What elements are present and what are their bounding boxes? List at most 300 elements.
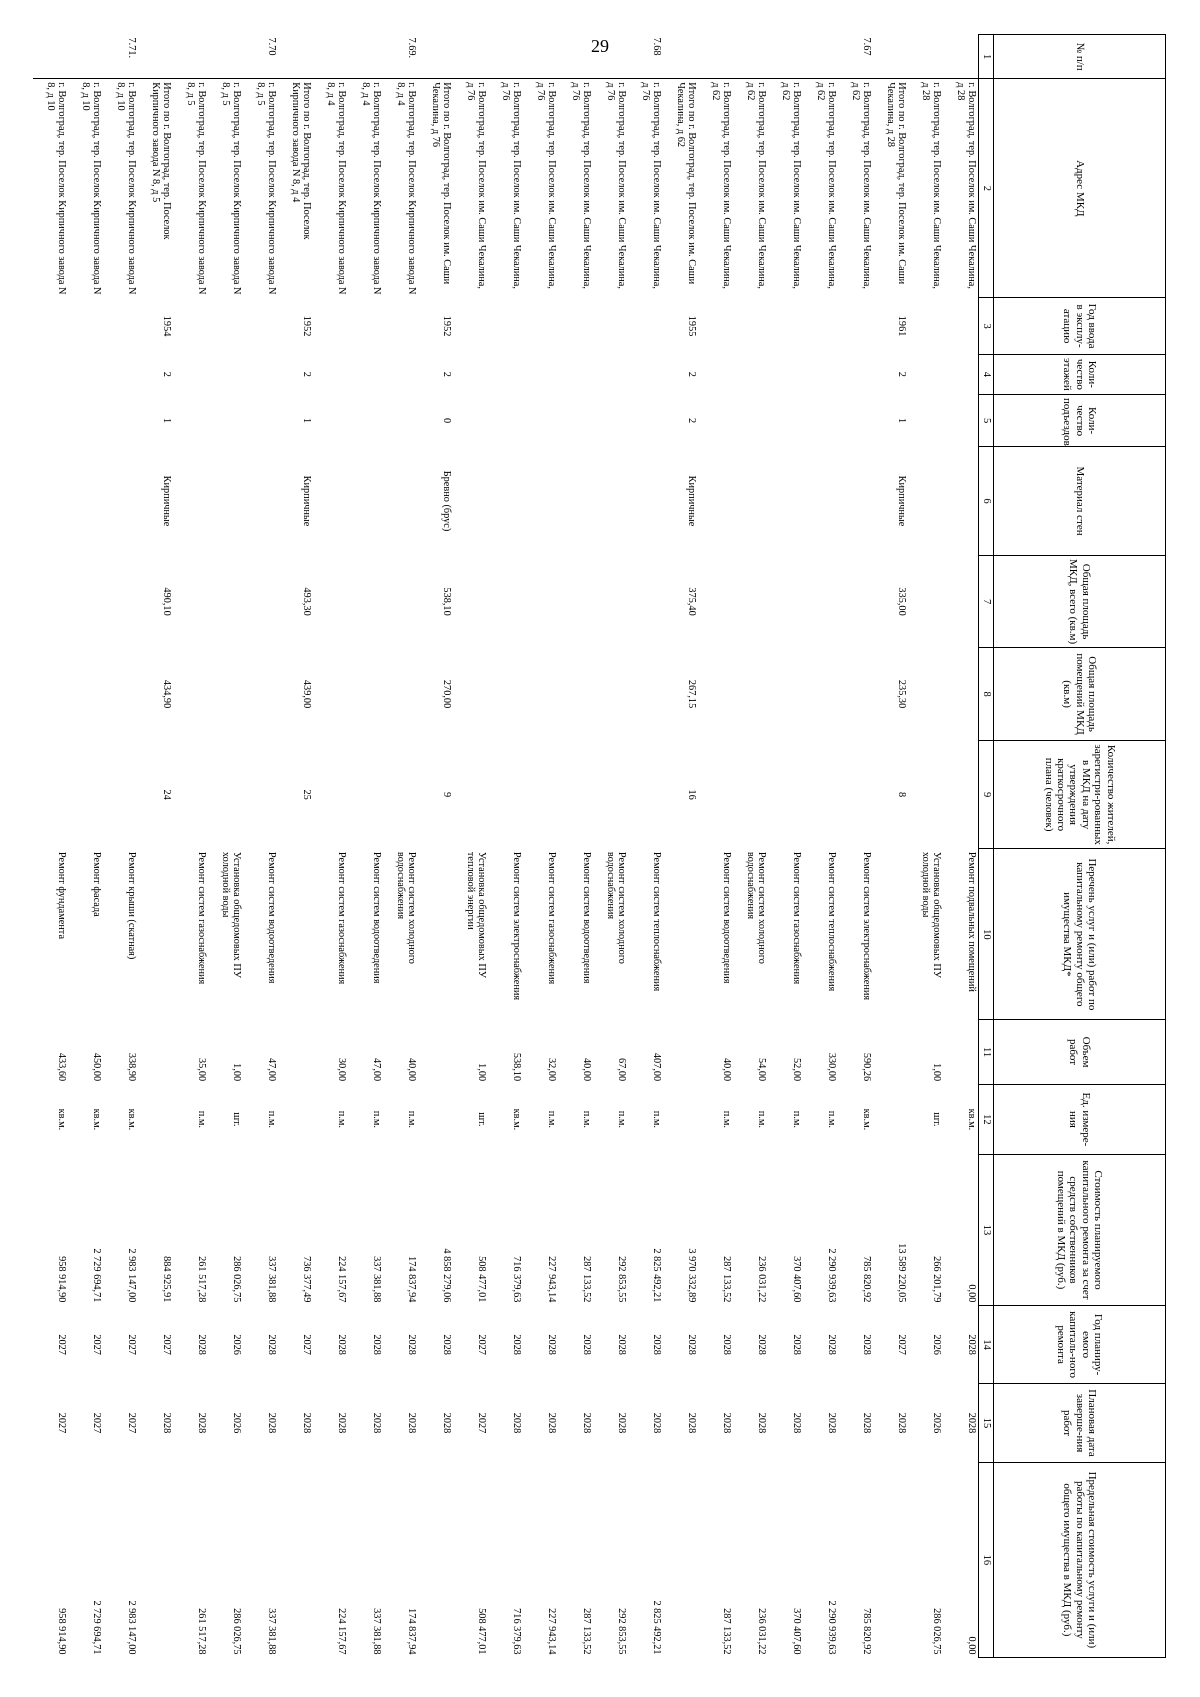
table-cell <box>523 447 558 556</box>
table-cell: 2028 <box>196 1412 208 1434</box>
table-cell: шт. <box>931 1112 943 1127</box>
table-cell <box>33 648 68 741</box>
table-cell: 4 858 279,06 <box>441 1248 453 1303</box>
table-cell <box>383 394 418 446</box>
table-cell: 2028 <box>791 1334 803 1355</box>
table-cell: г. Волгоград, тер. Поселок Кирпичного завода N 8, д 4 <box>383 79 418 298</box>
table-cell <box>243 648 278 741</box>
table-cell: Ремонт фундамента <box>56 851 68 940</box>
table-row <box>733 35 768 1658</box>
table-cell: кв.м. <box>91 1108 103 1131</box>
table-cell: Ремонт систем электроснабжения <box>861 851 873 1001</box>
table-cell: 338,90 <box>126 1052 138 1082</box>
table-cell <box>803 298 838 354</box>
table-cell <box>593 298 628 354</box>
table-cell <box>453 354 488 394</box>
table-cell <box>278 849 313 1020</box>
table-cell <box>838 740 873 849</box>
table-cell <box>803 648 838 741</box>
table-cell: г. Волгоград, тер. Поселок Кирпичного завода N 8, д 5 <box>243 79 278 298</box>
table-cell: шт. <box>476 1112 488 1127</box>
table-cell: 2028 <box>546 1412 558 1434</box>
table-cell <box>348 648 383 741</box>
table-cell: 2 825 492,21 <box>651 1248 663 1303</box>
table-cell: 736 377,49 <box>301 1256 313 1303</box>
table-cell: 335,00 <box>896 587 908 616</box>
table-row <box>278 35 313 1658</box>
table-cell: 2028 <box>826 1334 838 1355</box>
table-cell: 2028 <box>441 1334 453 1355</box>
table-cell <box>838 394 873 446</box>
table-cell <box>418 1020 453 1084</box>
table-cell: 227 943,14 <box>546 1256 558 1303</box>
column-header: Общая площадь помещений МКД (кв.м) <box>994 648 1166 741</box>
table-cell <box>173 555 208 648</box>
table-cell <box>908 740 943 849</box>
table-cell <box>418 1084 453 1154</box>
table-row <box>103 35 138 1658</box>
table-cell <box>943 298 979 354</box>
table-cell <box>523 298 558 354</box>
table-cell <box>698 35 733 79</box>
table-row <box>208 35 243 1658</box>
table-cell <box>383 555 418 648</box>
table-cell <box>208 648 243 741</box>
header-row <box>994 35 1166 1658</box>
table-cell: п.м. <box>266 1110 278 1128</box>
table-cell: шт. <box>231 1112 243 1127</box>
column-number: 7 <box>979 555 994 648</box>
table-cell: 1 <box>301 418 313 424</box>
table-cell <box>103 298 138 354</box>
table-cell: 716 379,63 <box>511 1608 523 1655</box>
column-number: 8 <box>979 648 994 741</box>
table-cell: г. Волгоград, тер. Поселок им. Саши Чекалина, д 62 <box>733 79 768 298</box>
table-cell: 2 <box>896 371 908 377</box>
table-cell <box>558 298 593 354</box>
table-cell: Ремонт систем электроснабжения <box>511 851 523 1001</box>
table-cell <box>453 740 488 849</box>
table-cell <box>243 394 278 446</box>
table-cell <box>698 648 733 741</box>
table-cell: 2028 <box>301 1412 313 1434</box>
table-cell: 375,40 <box>686 587 698 616</box>
table-cell: 54,00 <box>756 1058 768 1082</box>
table-cell <box>628 648 663 741</box>
table-cell <box>173 394 208 446</box>
table-cell: Кирпичные <box>301 475 313 527</box>
table-cell <box>803 354 838 394</box>
table-cell: кв.м. <box>511 1108 523 1131</box>
table-cell: 1,00 <box>476 1063 488 1082</box>
table-cell <box>523 555 558 648</box>
table-cell <box>733 298 768 354</box>
table-cell: 2027 <box>126 1334 138 1355</box>
table-cell <box>208 354 243 394</box>
table-cell <box>593 447 628 556</box>
table-cell: 40,00 <box>721 1058 733 1082</box>
table-cell: п.м. <box>616 1110 628 1128</box>
table-cell: г. Волгоград, тер. Поселок Кирпичного завода N 8, д 5 <box>173 79 208 298</box>
table-cell: 24 <box>161 789 173 800</box>
table-cell: 590,26 <box>861 1052 873 1082</box>
table-cell: кв.м. <box>861 1108 873 1131</box>
table-cell: 174 837,94 <box>406 1256 418 1303</box>
table-cell <box>838 447 873 556</box>
table-cell <box>558 35 593 79</box>
column-header: № п/п <box>994 35 1166 79</box>
table-cell <box>768 35 803 79</box>
table-cell <box>208 298 243 354</box>
table-cell: Бревно (брус) <box>441 470 453 532</box>
table-cell: 538,10 <box>511 1052 523 1082</box>
table-cell: 1961 <box>896 315 908 337</box>
table-cell <box>943 740 979 849</box>
table-cell <box>908 298 943 354</box>
table-cell: 2 825 492,21 <box>651 1600 663 1655</box>
table-cell <box>838 555 873 648</box>
table-cell: 2 <box>441 371 453 377</box>
table-cell <box>558 740 593 849</box>
column-number: 2 <box>979 79 994 298</box>
table-cell: 287 133,52 <box>581 1256 593 1303</box>
table-cell <box>873 1084 908 1154</box>
table-cell <box>348 555 383 648</box>
table-cell <box>313 394 348 446</box>
rotated-table-wrapper <box>46 34 1166 1658</box>
table-cell: г. Волгоград, тер. Поселок Кирпичного завода N 8, д 10 <box>103 79 138 298</box>
table-cell: 32,00 <box>546 1058 558 1082</box>
table-cell: 508 477,01 <box>476 1608 488 1655</box>
column-number: 11 <box>979 1020 994 1084</box>
table-cell <box>418 35 453 79</box>
table-cell <box>453 555 488 648</box>
table-cell: г. Волгоград, тер. Поселок Кирпичного завода N 8, д 4 <box>348 79 383 298</box>
table-cell: 13 589 220,05 <box>896 1243 908 1303</box>
table-row <box>838 35 873 1658</box>
page-number: 29 <box>591 36 609 56</box>
table-cell <box>558 447 593 556</box>
table-cell: кв.м. <box>966 1108 978 1131</box>
table-cell <box>768 648 803 741</box>
table-row <box>803 35 838 1658</box>
table-cell <box>278 1084 313 1154</box>
column-header: Общая площадь МКД, всего (кв.м) <box>994 555 1166 648</box>
table-cell: 434,90 <box>161 679 173 709</box>
table-cell: 1 <box>161 418 173 424</box>
table-cell: 2027 <box>161 1334 173 1355</box>
table-cell: 236 031,22 <box>756 1608 768 1655</box>
table-cell <box>383 740 418 849</box>
table-cell: 2028 <box>721 1334 733 1355</box>
table-cell: кв.м. <box>56 1108 68 1131</box>
table-cell <box>523 394 558 446</box>
table-cell: 266 201,79 <box>931 1256 943 1303</box>
table-cell: 439,00 <box>301 679 313 709</box>
table-cell: Установка общедомовых ПУ тепловой энергии <box>464 851 488 979</box>
table-cell: г. Волгоград, тер. Поселок Кирпичного завода N 8, д 10 <box>33 79 68 298</box>
column-header: Стоимость планируемого капитального ремонта за счет средств собственников помещений в МКД (руб.) <box>994 1155 1166 1306</box>
table-cell <box>523 740 558 849</box>
table-cell: Ремонт систем газоснабжения <box>196 851 208 985</box>
table-cell: 2028 <box>511 1412 523 1434</box>
table-cell <box>628 354 663 394</box>
table-cell <box>663 1084 698 1154</box>
table-cell <box>348 354 383 394</box>
table-cell: 785 820,92 <box>861 1256 873 1303</box>
table-cell <box>593 394 628 446</box>
table-cell: 2026 <box>231 1412 243 1434</box>
table-cell: Ремонт систем теплоснабжения <box>651 851 663 992</box>
table-cell: 2028 <box>826 1412 838 1434</box>
table-cell: 2027 <box>56 1412 68 1434</box>
table-cell: Кирпичные <box>686 475 698 527</box>
column-number: 3 <box>979 298 994 354</box>
table-cell <box>803 35 838 79</box>
table-cell <box>208 394 243 446</box>
table-cell <box>208 35 243 79</box>
table-cell <box>523 354 558 394</box>
table-cell: г. Волгоград, тер. Поселок Кирпичного завода N 8, д 5 <box>208 79 243 298</box>
table-cell: 958 914,90 <box>56 1608 68 1655</box>
table-cell <box>873 1020 908 1084</box>
table-cell: г. Волгоград, тер. Поселок им. Саши Чекалина, д 76 <box>488 79 523 298</box>
table-cell: Ремонт систем холодного водоснабжения <box>744 851 768 964</box>
table-cell <box>593 740 628 849</box>
column-header: Перечень услуг и (или) работ по капитальному ремонту общего имущества МКД* <box>994 849 1166 1020</box>
table-cell: 286 026,75 <box>231 1608 243 1655</box>
table-cell <box>768 298 803 354</box>
table-cell <box>698 555 733 648</box>
table-cell <box>663 1020 698 1084</box>
table-cell <box>768 555 803 648</box>
table-cell <box>173 35 208 79</box>
table-cell: г. Волгоград, тер. Поселок им. Саши Чекалина, д 62 <box>768 79 803 298</box>
table-cell: г. Волгоград, тер. Поселок им. Саши Чекалина, д 76 <box>523 79 558 298</box>
table-cell: 2026 <box>231 1334 243 1355</box>
table-row <box>68 35 103 1658</box>
table-cell <box>418 849 453 1020</box>
table-cell: 0,00 <box>966 1284 978 1303</box>
table-cell: 7.69. <box>406 37 418 59</box>
table-cell <box>873 849 908 1020</box>
table-cell: 2028 <box>266 1412 278 1434</box>
table-cell <box>803 447 838 556</box>
table-row <box>488 35 523 1658</box>
table-cell: п.м. <box>721 1110 733 1128</box>
table-cell <box>208 555 243 648</box>
table-cell <box>103 648 138 741</box>
table-cell: 2028 <box>966 1334 978 1355</box>
table-cell <box>68 740 103 849</box>
table-cell <box>488 354 523 394</box>
column-header: Ед. измере-ния <box>994 1084 1166 1154</box>
table-cell: 433,60 <box>56 1052 68 1082</box>
table-cell: 2028 <box>406 1412 418 1434</box>
column-header: Адрес МКД <box>994 79 1166 298</box>
table-cell: 2028 <box>651 1334 663 1355</box>
column-header: Коли-чество этажей <box>994 354 1166 394</box>
table-cell: 2028 <box>336 1334 348 1355</box>
table-cell <box>173 354 208 394</box>
table-cell: 2028 <box>861 1334 873 1355</box>
table-cell: Кирпичные <box>161 475 173 527</box>
table-cell <box>68 555 103 648</box>
table-cell <box>453 648 488 741</box>
table-cell <box>908 447 943 556</box>
table-cell <box>68 35 103 79</box>
table-cell: 2028 <box>966 1412 978 1434</box>
table-cell <box>523 648 558 741</box>
table-cell <box>383 298 418 354</box>
table-cell: 47,00 <box>371 1058 383 1082</box>
table-cell: 224 157,67 <box>336 1608 348 1655</box>
table-cell: 884 925,91 <box>161 1256 173 1303</box>
table-cell <box>243 447 278 556</box>
table-cell <box>943 354 979 394</box>
table-cell: п.м. <box>371 1110 383 1128</box>
table-cell <box>33 298 68 354</box>
table-cell: 2028 <box>441 1412 453 1434</box>
table-cell <box>838 354 873 394</box>
table-cell <box>663 35 698 79</box>
table-cell: 9 <box>441 792 453 798</box>
table-cell: Ремонт систем холодного водоснабжения <box>394 851 418 964</box>
table-cell: Итого по г. Волгоград, тер. Поселок Кирпичного завода N 8, д 5 <box>138 79 173 298</box>
table-cell: Ремонт подвальных помещений <box>966 851 978 992</box>
table-cell: г. Волгоград, тер. Поселок им. Саши Чекалина, д 28 <box>908 79 943 298</box>
table-cell <box>628 447 663 556</box>
table-cell <box>33 354 68 394</box>
table-cell: 2028 <box>861 1412 873 1434</box>
table-cell: п.м. <box>196 1110 208 1128</box>
table-cell: Ремонт систем водоотведения <box>721 851 733 984</box>
table-cell: 1 <box>896 418 908 424</box>
column-number: 13 <box>979 1155 994 1306</box>
table-cell <box>278 35 313 79</box>
table-cell <box>68 394 103 446</box>
table-header <box>979 35 1166 1658</box>
table-cell <box>558 394 593 446</box>
table-body <box>33 35 979 1658</box>
table-cell: 407,00 <box>651 1052 663 1082</box>
table-cell: г. Волгоград, тер. Поселок им. Саши Чекалина, д 28 <box>943 79 979 298</box>
capital-repair-table <box>33 34 1166 1658</box>
table-cell: 337 381,88 <box>266 1256 278 1303</box>
table-cell: 2028 <box>616 1412 628 1434</box>
table-cell <box>103 394 138 446</box>
table-cell: 287 133,52 <box>721 1256 733 1303</box>
table-cell: 174 837,94 <box>406 1608 418 1655</box>
table-cell <box>768 354 803 394</box>
table-cell <box>348 740 383 849</box>
table-cell: г. Волгоград, тер. Поселок им. Саши Чекалина, д 76 <box>628 79 663 298</box>
table-cell: 267,15 <box>686 679 698 709</box>
column-number: 4 <box>979 354 994 394</box>
table-row <box>628 35 663 1658</box>
table-cell: 370 407,60 <box>791 1256 803 1303</box>
table-cell <box>173 447 208 556</box>
table-cell <box>453 394 488 446</box>
table-cell: 2028 <box>581 1334 593 1355</box>
table-cell: 2027 <box>91 1334 103 1355</box>
table-row <box>453 35 488 1658</box>
column-number: 15 <box>979 1384 994 1462</box>
table-cell <box>138 1084 173 1154</box>
table-cell: 2 <box>161 371 173 377</box>
table-cell: 2 <box>686 418 698 424</box>
table-cell: Ремонт систем газоснабжения <box>546 851 558 985</box>
table-cell: 2028 <box>546 1334 558 1355</box>
table-cell <box>243 354 278 394</box>
table-cell <box>313 298 348 354</box>
table-cell <box>33 447 68 556</box>
table-cell: Кирпичные <box>896 475 908 527</box>
column-number: 9 <box>979 740 994 849</box>
table-cell: 2028 <box>791 1412 803 1434</box>
table-cell: п.м. <box>336 1110 348 1128</box>
table-cell <box>453 298 488 354</box>
table-cell: 958 914,90 <box>56 1256 68 1303</box>
table-cell: г. Волгоград, тер. Поселок им. Саши Чекалина, д 76 <box>593 79 628 298</box>
table-cell <box>803 555 838 648</box>
table-cell: 235,30 <box>896 679 908 709</box>
table-cell: 47,00 <box>266 1058 278 1082</box>
table-cell: 16 <box>686 789 698 800</box>
table-cell: 2028 <box>686 1334 698 1355</box>
table-cell: 2028 <box>511 1334 523 1355</box>
table-cell <box>943 1020 979 1084</box>
table-cell: п.м. <box>581 1110 593 1128</box>
table-cell <box>348 447 383 556</box>
table-cell: 2028 <box>651 1412 663 1434</box>
table-cell <box>138 35 173 79</box>
table-cell: 2 <box>686 371 698 377</box>
table-cell: 40,00 <box>406 1058 418 1082</box>
table-cell: 287 133,52 <box>581 1608 593 1655</box>
table-cell: г. Волгоград, тер. Поселок им. Саши Чекалина, д 62 <box>698 79 733 298</box>
table-cell <box>278 1462 313 1657</box>
table-cell <box>943 394 979 446</box>
table-cell <box>943 35 979 79</box>
table-cell <box>173 298 208 354</box>
table-cell: 2028 <box>686 1412 698 1434</box>
table-cell <box>33 394 68 446</box>
table-cell: 2028 <box>756 1334 768 1355</box>
table-cell: 7.68 <box>651 37 663 56</box>
table-row <box>523 35 558 1658</box>
table-cell <box>488 555 523 648</box>
table-cell <box>628 555 663 648</box>
table-cell: Итого по г. Волгоград, тер. Поселок им. Саши Чекалина, д 62 <box>663 79 698 298</box>
table-cell <box>173 648 208 741</box>
table-cell <box>383 648 418 741</box>
table-cell: Ремонт систем холодного водоснабжения <box>604 851 628 964</box>
column-number: 10 <box>979 849 994 1020</box>
table-cell: 2028 <box>196 1334 208 1355</box>
table-cell <box>313 648 348 741</box>
table-cell: 508 477,01 <box>476 1256 488 1303</box>
table-row <box>383 35 418 1658</box>
table-cell <box>348 298 383 354</box>
column-number: 5 <box>979 394 994 446</box>
table-cell: 0 <box>441 418 453 424</box>
table-cell <box>698 298 733 354</box>
table-cell <box>698 447 733 556</box>
table-cell: 1952 <box>301 315 313 337</box>
column-header: Количество жителей, зарегистри-рованных в МКД на дату утверждения краткосрочного плана (человек) <box>994 740 1166 849</box>
table-cell: 25 <box>301 789 313 800</box>
